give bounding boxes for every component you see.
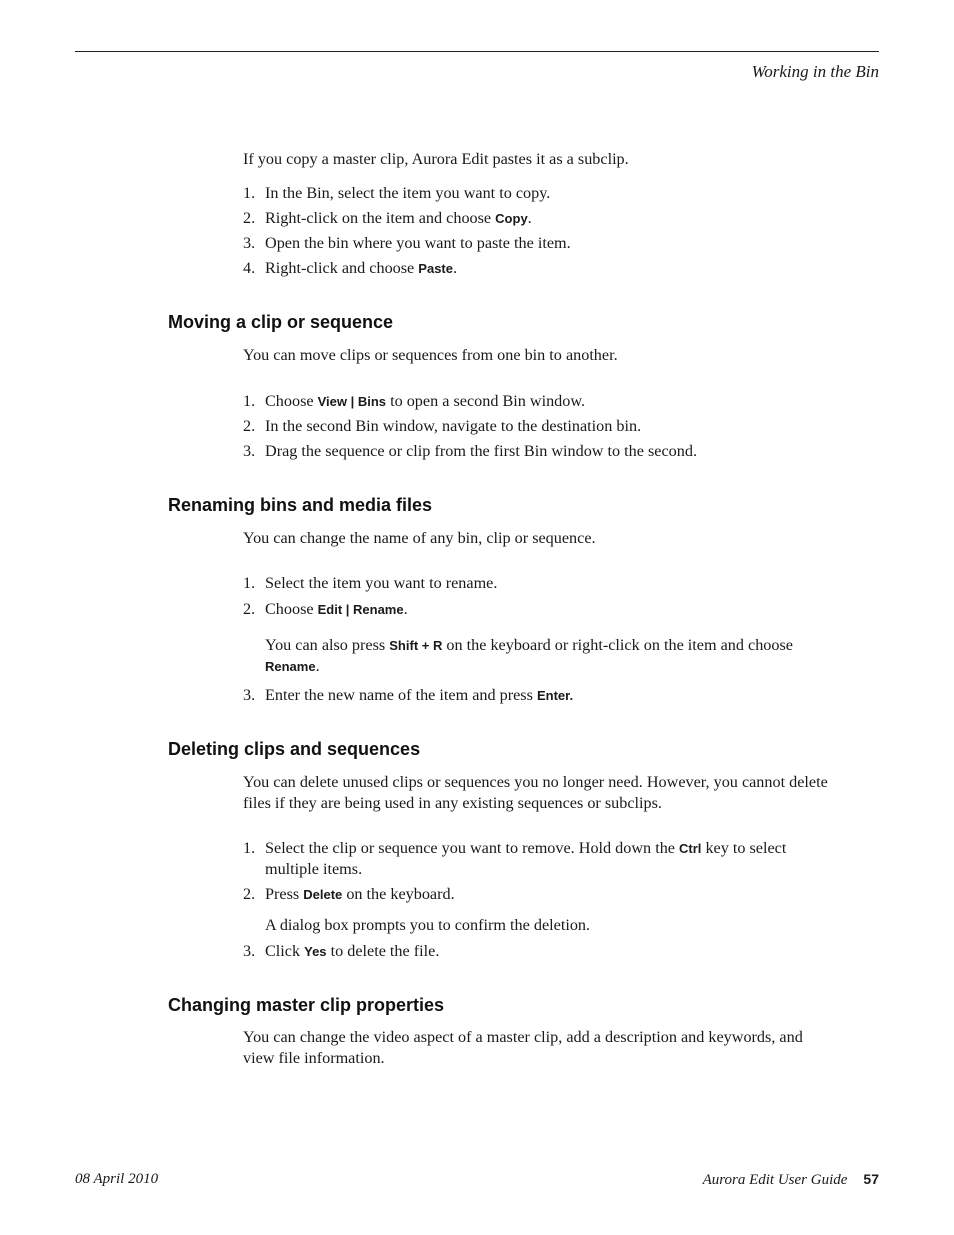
list-item: 3. Click Yes to delete the file. [243, 942, 440, 960]
section-heading-changing: Changing master clip properties [168, 995, 445, 1015]
footer-right [703, 1171, 879, 1189]
ui-label-paste: Paste [418, 261, 453, 276]
list-item: 3. Drag the sequence or clip from the first Bin window to the second. [243, 442, 698, 460]
moving-intro: You can move clips or sequences from one bin to another. [243, 346, 618, 364]
ui-label-yes: Yes [304, 944, 327, 959]
delete-note: A dialog box prompts you to confirm the deletion. [265, 916, 591, 934]
list-item: 3. Open the bin where you want to paste the item. [243, 234, 571, 252]
list-item: 2. In the second Bin window, navigate to the destination bin. [243, 417, 642, 435]
ui-label-edit-rename: Edit | Rename [317, 602, 404, 617]
footer-date: 08 April 2010 [75, 1171, 159, 1187]
ui-label-ctrl: Ctrl [679, 841, 702, 856]
ui-label-delete: Delete [303, 887, 343, 902]
changing-intro: You can change the video aspect of a master clip, add a description and keywords, and view file information. [243, 1028, 803, 1067]
list-item: 2. Right-click on the item and choose Copy. [243, 209, 532, 227]
running-head: Working in the Bin [751, 62, 879, 81]
header-rule [75, 51, 879, 52]
ui-label-rename: Rename [265, 659, 316, 674]
list-item: 1. Select the item you want to rename. [243, 574, 498, 592]
ui-label-shift-r: Shift + R [389, 638, 443, 653]
list-item: 3. Enter the new name of the item and press Enter. [243, 686, 574, 704]
rename-note: You can also press Shift + R on the keyboard or right-click on the item and choose Rename. [265, 636, 793, 675]
footer-guide-title: Aurora Edit User Guide [702, 1172, 848, 1188]
copy-intro: If you copy a master clip, Aurora Edit pastes it as a subclip. [243, 150, 629, 168]
list-item: 4. Right-click and choose Paste. [243, 259, 458, 277]
ui-label-copy: Copy [495, 211, 528, 226]
list-item: 2. Choose Edit | Rename. [243, 600, 408, 618]
ui-label-view-bins: View | Bins [317, 394, 387, 409]
list-item: 1. In the Bin, select the item you want to copy. [243, 184, 551, 202]
list-item: 1. Choose View | Bins to open a second Bin window. [243, 392, 586, 410]
section-heading-renaming: Renaming bins and media files [168, 495, 433, 515]
section-heading-deleting: Deleting clips and sequences [168, 739, 421, 759]
deleting-intro: You can delete unused clips or sequences you no longer need. However, you cannot delete files if they are being used in any existing sequences or subclips. [243, 773, 828, 812]
list-item: 1. Select the clip or sequence you want to remove. Hold down the Ctrl key to select multiple items. [243, 839, 787, 878]
section-heading-moving: Moving a clip or sequence [168, 312, 394, 332]
list-item: 2. Press Delete on the keyboard. [243, 885, 455, 903]
renaming-intro: You can change the name of any bin, clip or sequence. [243, 529, 596, 547]
page-number: 57 [863, 1171, 879, 1187]
ui-label-enter: Enter. [536, 688, 574, 703]
